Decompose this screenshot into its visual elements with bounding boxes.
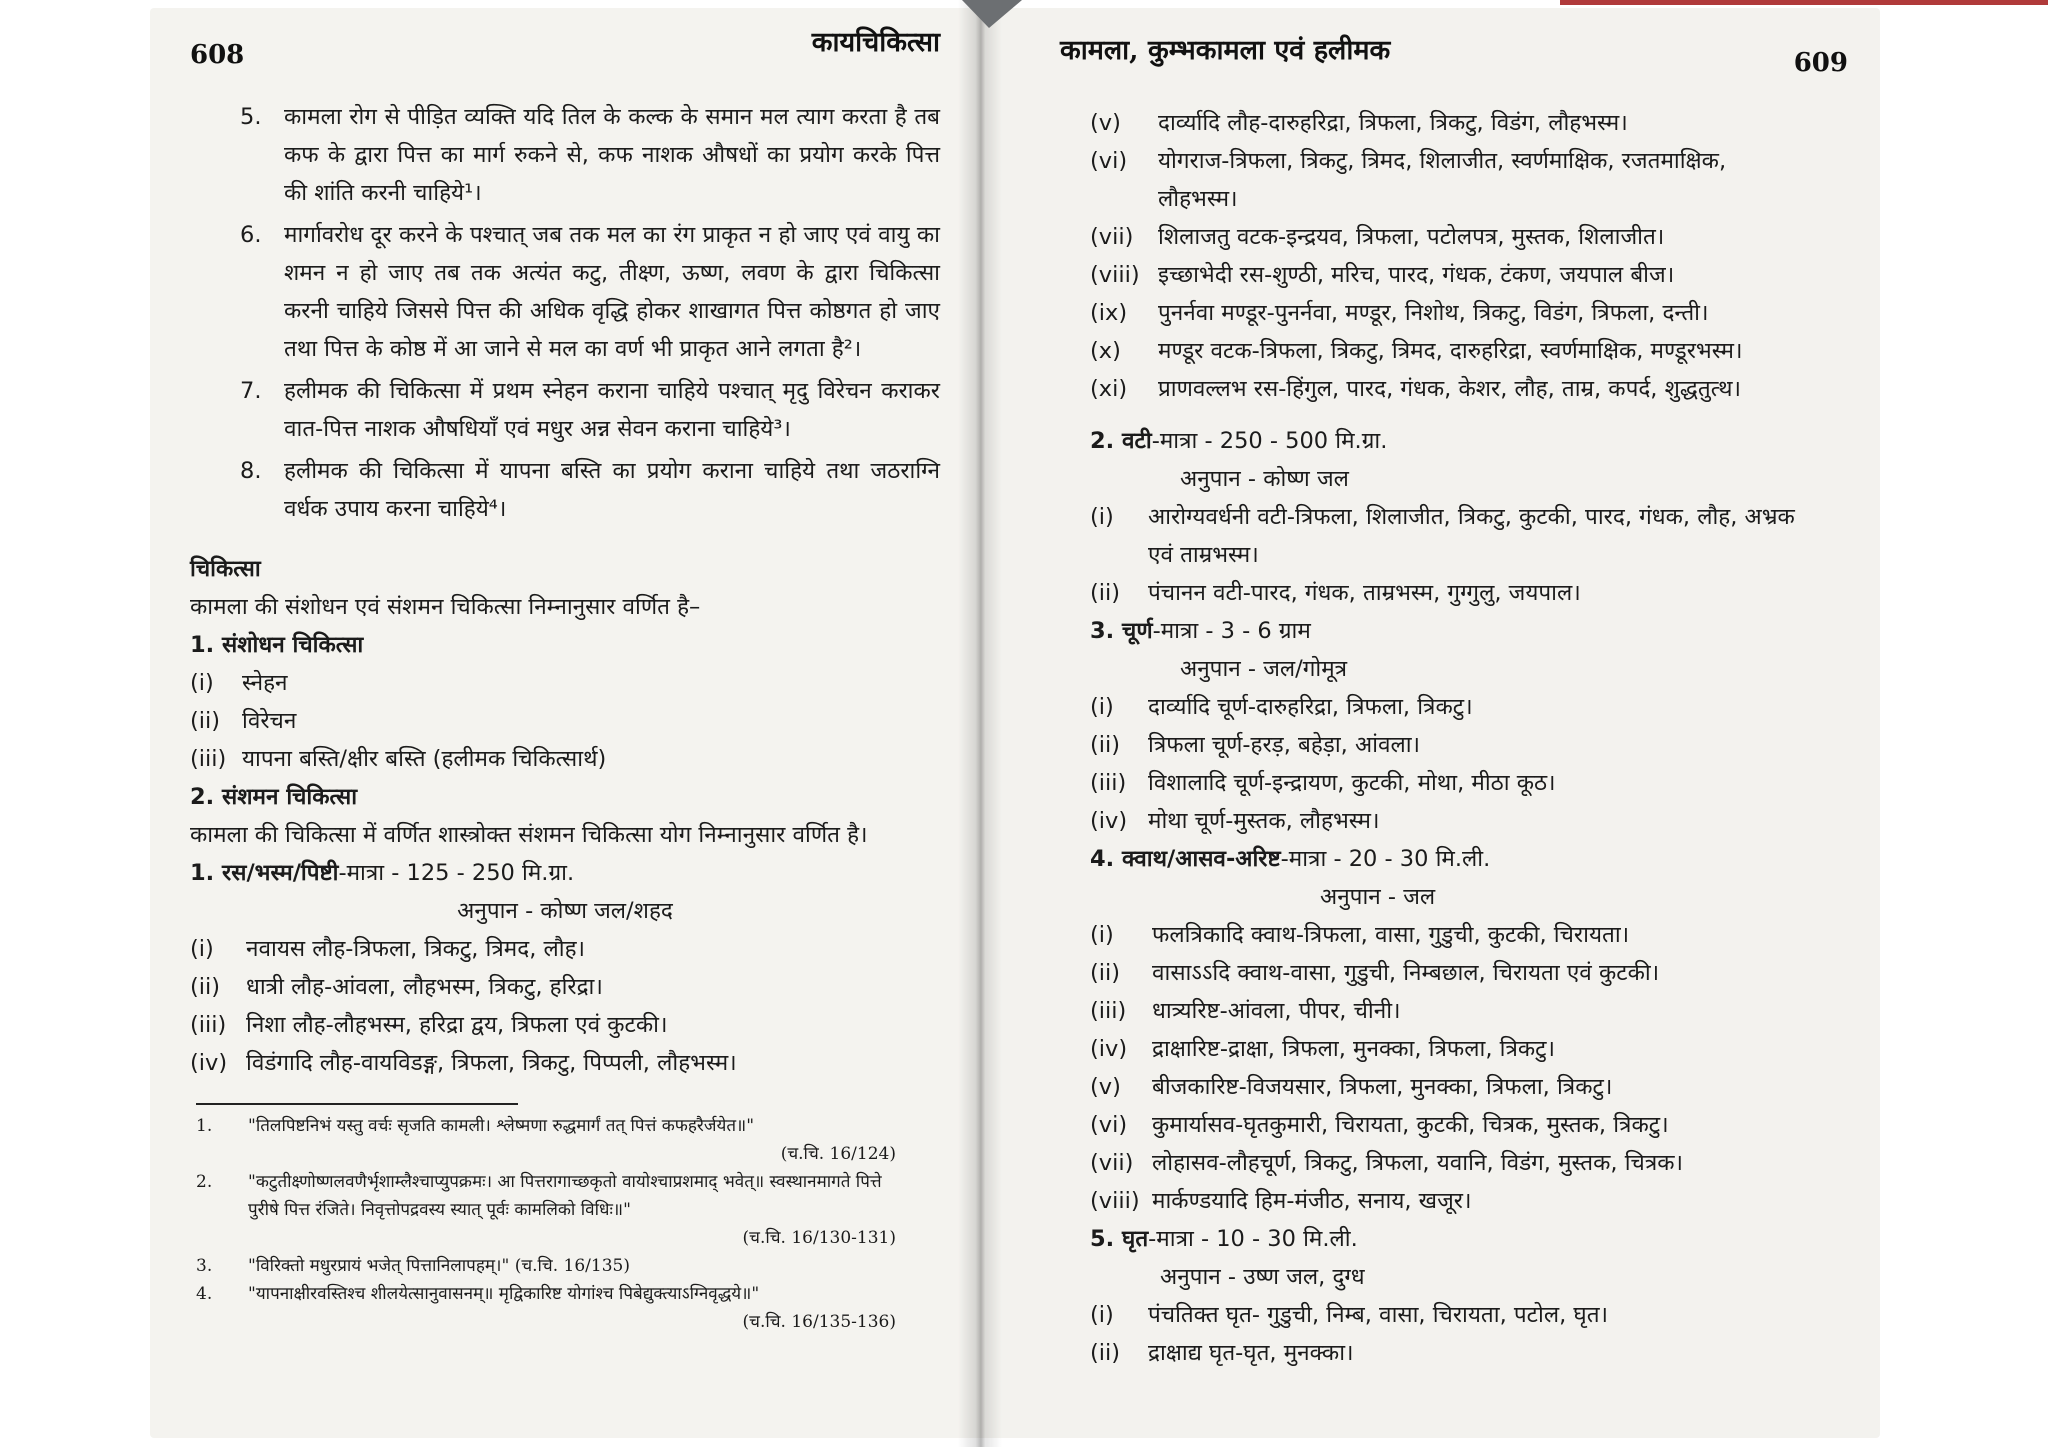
list-item: (ii) धात्री लौह-आंवला, लौहभस्म, त्रिकटु, हरिद्रा। — [190, 974, 603, 1000]
section-intro: कामला की चिकित्सा में वर्णित शास्त्रोक्त संशमन चिकित्सा योग निम्नानुसार वर्णित है। — [190, 822, 868, 848]
list-item: (iv) मोथा चूर्ण-मुस्तक, लौहभस्म। — [1090, 808, 1380, 834]
list-item: (iii) यापना बस्ति/क्षीर बस्ति (हलीमक चिकित्सार्थ) — [190, 746, 607, 772]
point-item: 7. हलीमक की चिकित्सा में प्रथम स्नेहन कराना चाहिये पश्चात् मृदु विरेचन कराकर वात-पित्त नाशक औषधियाँ एवं मधुर अन्न सेवन कराना चाहिये³। — [240, 378, 940, 442]
dose-heading: 4. क्वाथ/आसव-अरिष्ट-मात्रा - 20 - 30 मि.ली. — [1090, 846, 1491, 872]
dose-heading: 2. वटी-मात्रा - 250 - 500 मि.ग्रा. — [1090, 428, 1388, 454]
list-item: (i) आरोग्यवर्धनी वटी-त्रिफला, शिलाजीत, त्रिकटु, कुटकी, पारद, गंधक, लौह, अभ्रक एवं ताम्रभस्म। — [1090, 504, 1795, 568]
chikitsa-section — [190, 550, 940, 1082]
list-item: (i) पंचतिक्त घृत- गुडुची, निम्ब, वासा, चिरायता, पटोल, घृत। — [1090, 1302, 1609, 1328]
list-item: (i) नवायस लौह-त्रिफला, त्रिकटु, त्रिमद, लौह। — [190, 936, 586, 962]
dose-heading: 1. रस/भस्म/पिष्टी-मात्रा - 125 - 250 मि.ग्रा. — [190, 860, 575, 886]
list-item: (iii) विशालादि चूर्ण-इन्द्रायण, कुटकी, मोथा, मीठा कूठ। — [1090, 770, 1556, 796]
list-item: (vi) योगराज-त्रिफला, त्रिकटु, त्रिमद, शिलाजीत, स्वर्णमाक्षिक, रजतमाक्षिक, लौहभस्म। — [1090, 148, 1727, 212]
list-item: (i) फलत्रिकादि क्वाथ-त्रिफला, वासा, गुडुची, कुटकी, चिरायता। — [1090, 922, 1630, 948]
list-item: (vii) लोहासव-लौहचूर्ण, त्रिकटु, त्रिफला, यवानि, विडंग, मुस्तक, चित्रक। — [1090, 1150, 1684, 1176]
list-item: (iv) विडंगादि लौह-वायविडङ्ग, त्रिफला, त्रिकटु, पिप्पली, लौहभस्म। — [190, 1050, 737, 1076]
bookmark-ribbon — [1560, 0, 2048, 5]
anupan-line: अनुपान - जल — [1320, 884, 1436, 910]
dose-heading: 3. चूर्ण-मात्रा - 3 - 6 ग्राम — [1090, 618, 1311, 644]
point-item: 8. हलीमक की चिकित्सा में यापना बस्ति का प्रयोग कराना चाहिये तथा जठराग्नि वर्धक उपाय करना चाहिये⁴। — [240, 458, 940, 522]
list-item: (ii) द्राक्षाद्य घृत-घृत, मुनक्का। — [1090, 1340, 1354, 1366]
anupan-line: अनुपान - उष्ण जल, दुग्ध — [1160, 1264, 1365, 1290]
list-item: (v) दार्व्यादि लौह-दारुहरिद्रा, त्रिफला, त्रिकटु, विडंग, लौहभस्म। — [1090, 110, 1628, 136]
page-number-right: 609 — [1793, 48, 1848, 78]
anupan-line: अनुपान - कोष्ण जल — [1180, 466, 1349, 492]
dose-heading: 5. घृत-मात्रा - 10 - 30 मि.ली. — [1090, 1226, 1358, 1252]
anupan-line: अनुपान - जल/गोमूत्र — [1180, 656, 1348, 682]
list-item: (ii) वासाऽऽदि क्वाथ-वासा, गुडुची, निम्बछाल, चिरायता एवं कुटकी। — [1090, 960, 1660, 986]
footnote-source: (च.चि. 16/130-131) — [742, 1228, 896, 1248]
list-item: (iii) निशा लौह-लौहभस्म, हरिद्रा द्वय, त्रिफला एवं कुटकी। — [190, 1012, 668, 1038]
list-item: (ix) पुनर्नवा मण्डूर-पुनर्नवा, मण्डूर, निशोथ, त्रिकटु, विडंग, त्रिफला, दन्ती। — [1090, 300, 1709, 326]
point-item: 5. कामला रोग से पीड़ित व्यक्ति यदि तिल के कल्क के समान मल त्याग करता है तब कफ के द्वारा पित्त का मार्ग रुकने से, कफ नाशक औषधों का प्रयोग करके पित्त की शांति करनी चाहिये¹। — [240, 104, 940, 206]
list-item: (x) मण्डूर वटक-त्रिफला, त्रिकटु, त्रिमद, दारुहरिद्रा, स्वर्णमाक्षिक, मण्डूरभस्म। — [1090, 338, 1743, 364]
list-item: (ii) त्रिफला चूर्ण-हरड़, बहेड़ा, आंवला। — [1090, 732, 1421, 758]
list-item: (v) बीजकारिष्ट-विजयसार, त्रिफला, मुनक्का, त्रिफला, त्रिकटु। — [1090, 1074, 1613, 1100]
ras-continued-list — [1090, 104, 1810, 408]
footnote: 3. "विरिक्तो मधुरप्रायं भजेत् पित्तानिलापहम्।" (च.चि. 16/135) — [196, 1256, 630, 1276]
point-item: 6. मार्गावरोध दूर करने के पश्चात् जब तक मल का रंग प्राकृत न हो जाए एवं वायु का शमन न हो जाए तब तक अत्यंत कटु, तीक्ष्ण, ऊष्ण, लवण के द्वारा चिकित्सा करनी चाहिये जिससे पित्त की अधिक वृद्धि होकर शाखागत पित्त कोष्ठगत हो जाए तथा पित्त के कोष्ठ में आ जाने से मल का वर्ण भी प्राकृत आने लगता है²। — [240, 222, 940, 362]
list-item: (xi) प्राणवल्लभ रस-हिंगुल, पारद, गंधक, केशर, लौह, ताम्र, कपर्द, शुद्धतुत्थ। — [1090, 376, 1742, 402]
running-head-right: कामला, कुम्भकामला एवं हलीमक — [1060, 35, 1391, 66]
list-item: (iv) द्राक्षारिष्ट-द्राक्षा, त्रिफला, मुनक्का, त्रिफला, त्रिकटु। — [1090, 1036, 1556, 1062]
list-item: (iii) धात्र्यरिष्ट-आंवला, पीपर, चीनी। — [1090, 998, 1401, 1024]
list-item: (ii) विरेचन — [190, 708, 297, 734]
footnotes — [196, 1112, 896, 1336]
list-item: (ii) पंचानन वटी-पारद, गंधक, ताम्रभस्म, गुग्गुलु, जयपाल। — [1090, 580, 1581, 606]
running-head-left: कायचिकित्सा — [811, 27, 940, 58]
list-item: (i) स्नेहन — [190, 670, 288, 696]
anupan-line: अनुपान - कोष्ण जल/शहद — [457, 898, 673, 924]
list-item: (viii) मार्कण्डयादि हिम-मंजीठ, सनाय, खजूर। — [1090, 1188, 1472, 1214]
section-heading: चिकित्सा — [190, 556, 261, 582]
section-intro: कामला की संशोधन एवं संशमन चिकित्सा निम्नानुसार वर्णित है– — [190, 594, 701, 620]
footnote: 2. "कटुतीक्ष्णोष्णलवणैर्भृशाम्लैश्चाप्युपक्रमः। आ पित्तरागाच्छकृतो वायोश्चाप्रशमाद् भवेत्॥ स्वस्थानमागते पित्ते पुरीषे पित्त रंजिते। निवृत्तोपद्रवस्य स्यात् पूर्वः कामलिको विधिः॥" — [196, 1172, 882, 1220]
list-item: (i) दार्व्यादि चूर्ण-दारुहरिद्रा, त्रिफला, त्रिकटु। — [1090, 694, 1473, 720]
left-page — [150, 8, 980, 1438]
footnote: 4. "यापनाक्षीरवस्तिश्च शीलयेत्सानुवासनम्॥ मृद्विकारिष्ट योगांश्च पिबेद्युक्त्याऽग्निवृद्धये॥" — [196, 1284, 760, 1304]
right-page — [980, 8, 1880, 1438]
footnote-source: (च.चि. 16/124) — [780, 1144, 896, 1164]
footnote: 1. "तिलपिष्टनिभं यस्तु वर्चः सृजति कामली। श्लेष्मणा रुद्धमार्गं तत् पित्तं कफहरैर्जयेत॥" — [196, 1116, 755, 1136]
footnote-rule — [196, 1103, 518, 1105]
book-gutter — [958, 0, 1002, 1447]
formulation-sections — [1090, 422, 1810, 1372]
numbered-points — [240, 98, 940, 528]
subsection-heading: 2. संशमन चिकित्सा — [190, 784, 358, 810]
list-item: (vi) कुमार्यासव-घृतकुमारी, चिरायता, कुटकी, चित्रक, मुस्तक, त्रिकटु। — [1090, 1112, 1669, 1138]
footnote-source: (च.चि. 16/135-136) — [742, 1312, 896, 1332]
page-number-left: 608 — [190, 40, 245, 70]
subsection-heading: 1. संशोधन चिकित्सा — [190, 632, 364, 658]
list-item: (vii) शिलाजतु वटक-इन्द्रयव, त्रिफला, पटोलपत्र, मुस्तक, शिलाजीत। — [1090, 224, 1665, 250]
list-item: (viii) इच्छाभेदी रस-शुण्ठी, मरिच, पारद, गंधक, टंकण, जयपाल बीज। — [1090, 262, 1675, 288]
